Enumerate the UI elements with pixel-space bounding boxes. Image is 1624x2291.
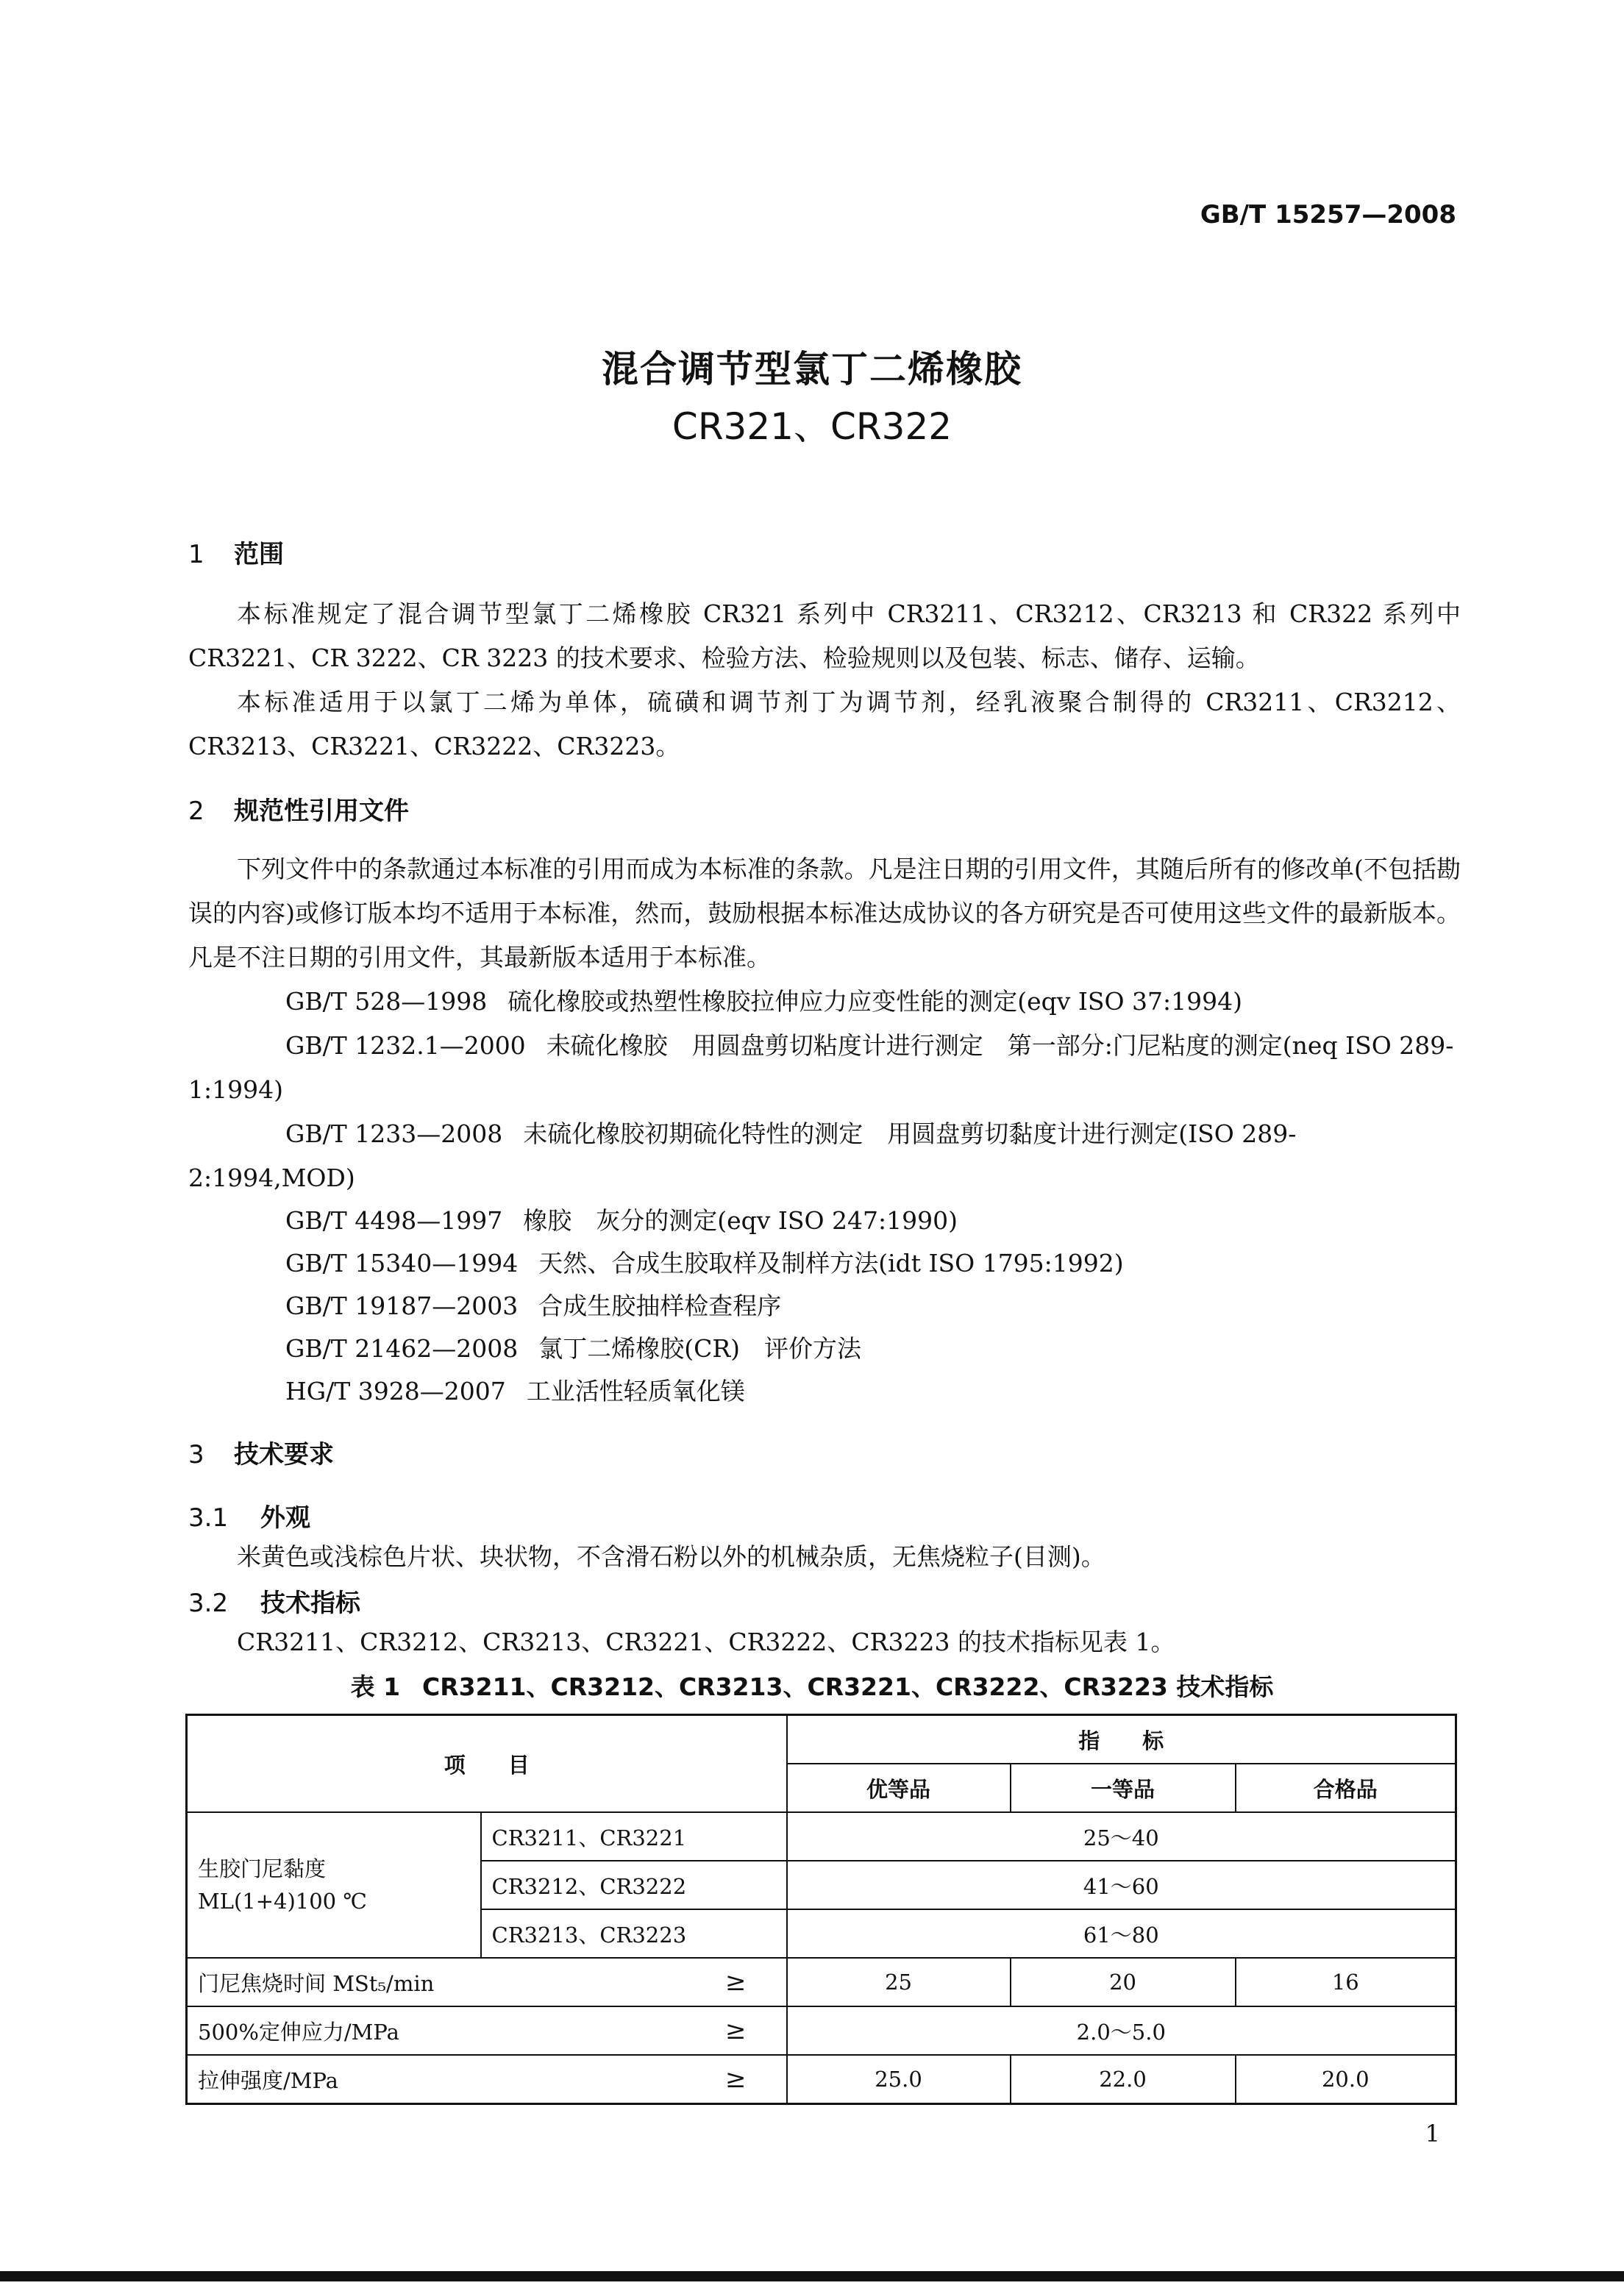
table-header-row (187, 1715, 1456, 1764)
section-2-heading (188, 791, 409, 827)
greater-equal-symbol: ≥ (725, 2015, 747, 2045)
value-cell: 25 (787, 1958, 1011, 2006)
grade-cell: CR3212、CR3222 (481, 1861, 787, 1909)
section-3-1-heading (188, 1497, 310, 1533)
reference-item (188, 1369, 1461, 1414)
section-3-2-heading (188, 1583, 360, 1619)
value-cell: 20 (1011, 1958, 1236, 2006)
header-grade-first: 一等品 (1011, 1764, 1236, 1812)
page-number: 1 (1425, 2120, 1440, 2148)
section-number: 3.2 (188, 1589, 229, 1618)
section-title: 技术指标 (260, 1589, 360, 1618)
value-cell: 61～80 (787, 1909, 1456, 1958)
section-3-heading (188, 1434, 334, 1470)
reference-title: 氯丁二烯橡胶(CR) 评价方法 (538, 1334, 862, 1363)
property-label: 门尼焦烧时间 MSt₅/min (198, 1970, 435, 1996)
modulus-label (187, 2006, 787, 2055)
reference-code: GB/T 21462—2008 (285, 1334, 519, 1363)
mooney-label-line2: ML(1+4)100 ℃ (198, 1889, 367, 1914)
table-row (187, 2006, 1456, 2055)
reference-code: GB/T 4498—1997 (285, 1206, 503, 1235)
header-grade-superior: 优等品 (787, 1764, 1011, 1812)
reference-title: 工业活性轻质氧化镁 (526, 1377, 745, 1405)
section-title: 范围 (234, 540, 284, 569)
section-number: 3.1 (188, 1503, 229, 1533)
grade-cell: CR3213、CR3223 (481, 1909, 787, 1958)
section-number: 3 (188, 1440, 204, 1469)
standard-number: GB/T 15257—2008 (1200, 200, 1456, 229)
section-number: 1 (188, 540, 204, 569)
section-number: 2 (188, 797, 204, 826)
section-title: 外观 (260, 1503, 310, 1533)
reference-title: 合成生胶抽样检查程序 (538, 1291, 782, 1320)
reference-item (188, 1241, 1461, 1286)
document-subtitle: CR321、CR322 (672, 405, 952, 448)
reference-code: GB/T 15340—1994 (285, 1249, 519, 1278)
reference-code: GB/T 1232.1—2000 (285, 1031, 526, 1060)
value-cell: 25.0 (787, 2055, 1011, 2104)
scorch-label (187, 1958, 787, 2006)
reference-title: 橡胶 灰分的测定(eqv ISO 247:1990) (523, 1206, 958, 1235)
table-row (187, 1812, 1456, 1861)
section-2-intro: 下列文件中的条款通过本标准的引用而成为本标准的条款。凡是注日期的引用文件，其随后所有的修改单(不包括勘误的内容)或修订版本均不适用于本标准，然而，鼓励根据本标准达成协议的各方研究是否可使用这些文件的最新版本。凡是不注日期的引用文件，其最新版本适用于本标准。 (188, 855, 1461, 972)
table-row (187, 2055, 1456, 2104)
table-number: 表 1 (350, 1672, 401, 1701)
header-index: 指 标 (787, 1715, 1456, 1764)
reference-code: HG/T 3928—2007 (285, 1377, 506, 1405)
reference-item (188, 1112, 1461, 1200)
specification-table (185, 1714, 1457, 2105)
reference-title: 未硫化橡胶初期硫化特性的测定 用圆盘剪切黏度计进行测定(ISO 289-2:1994,MOD) (188, 1119, 1297, 1192)
reference-item (188, 1024, 1461, 1112)
greater-equal-symbol: ≥ (725, 1967, 747, 1997)
specification-text: CR3211、CR3212、CR3213、CR3221、CR3222、CR3223 的技术指标见表 1。 (237, 1628, 1175, 1656)
value-cell: 2.0～5.0 (787, 2006, 1456, 2055)
value-cell: 25～40 (787, 1812, 1456, 1861)
property-label: 500%定伸应力/MPa (198, 2019, 399, 2045)
reference-item (188, 1284, 1461, 1328)
table-row (187, 1958, 1456, 2006)
reference-code: GB/T 1233—2008 (285, 1119, 503, 1148)
reference-item (188, 980, 1461, 1024)
grade-cell: CR3211、CR3221 (481, 1812, 787, 1861)
section-title: 技术要求 (234, 1440, 334, 1469)
header-grade-qualified: 合格品 (1236, 1764, 1456, 1812)
section-1-paragraph-1: 本标准规定了混合调节型氯丁二烯橡胶 CR321 系列中 CR3211、CR3212、CR3213 和 CR322 系列中 CR3221、CR 3222、CR 3223 的技术要求、检验方法、检验规则以及包装、标志、储存、运输。 (188, 599, 1461, 672)
mooney-label (187, 1812, 481, 1958)
property-label: 拉伸强度/MPa (198, 2067, 338, 2093)
header-item: 项 目 (187, 1715, 787, 1813)
value-cell: 22.0 (1011, 2055, 1236, 2104)
reference-title: 未硫化橡胶 用圆盘剪切粘度计进行测定 第一部分:门尼粘度的测定(neq ISO 289-1:1994) (188, 1031, 1454, 1104)
document-title: 混合调节型氯丁二烯橡胶 (602, 348, 1022, 391)
reference-title: 天然、合成生胶取样及制样方法(idt ISO 1795:1992) (538, 1249, 1124, 1278)
scan-bottom-edge (0, 2271, 1624, 2281)
table-caption (0, 1668, 1624, 1703)
greater-equal-symbol: ≥ (725, 2064, 747, 2094)
reference-title: 硫化橡胶或热塑性橡胶拉伸应力应变性能的测定(eqv ISO 37:1994) (508, 987, 1243, 1016)
reference-code: GB/T 19187—2003 (285, 1291, 519, 1320)
reference-code: GB/T 528—1998 (285, 987, 488, 1016)
tensile-label (187, 2055, 787, 2104)
reference-item (188, 1199, 1461, 1243)
appearance-text: 米黄色或浅棕色片状、块状物，不含滑石粉以外的机械杂质，无焦烧粒子(目测)。 (237, 1542, 1105, 1571)
reference-item (188, 1327, 1461, 1371)
value-cell: 20.0 (1236, 2055, 1456, 2104)
value-cell: 16 (1236, 1958, 1456, 2006)
mooney-label-line1: 生胶门尼黏度 (198, 1856, 327, 1881)
section-1-heading (188, 534, 284, 570)
section-1-paragraph-2: 本标准适用于以氯丁二烯为单体，硫磺和调节剂丁为调节剂，经乳液聚合制得的 CR3211、CR3212、CR3213、CR3221、CR3222、CR3223。 (188, 688, 1461, 760)
value-cell: 41～60 (787, 1861, 1456, 1909)
section-title: 规范性引用文件 (234, 797, 409, 826)
table-title: CR3211、CR3212、CR3213、CR3221、CR3222、CR3223 技术指标 (422, 1672, 1274, 1701)
